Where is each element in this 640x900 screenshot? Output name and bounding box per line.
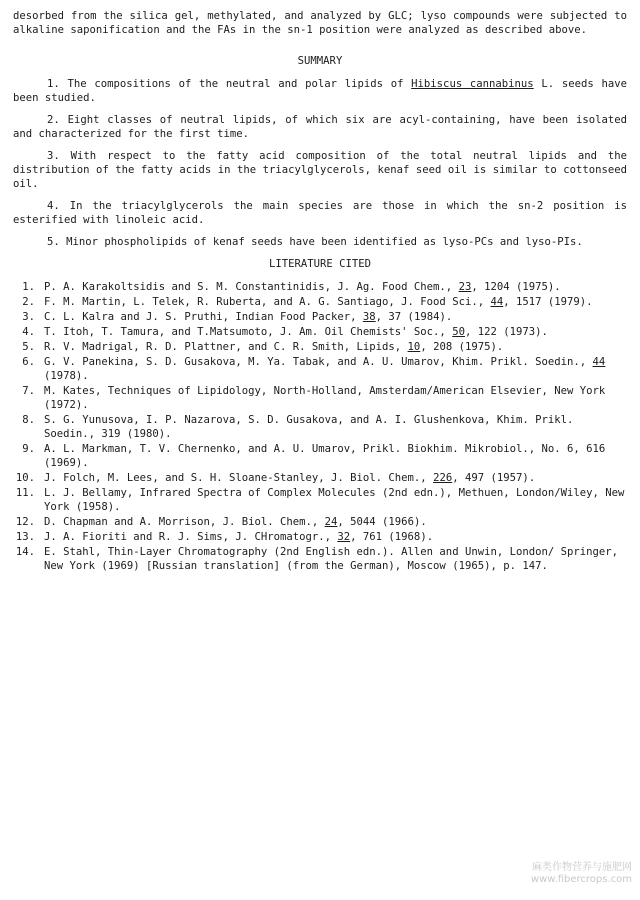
- summary-item-number: 2.: [47, 114, 60, 126]
- reference-text: L. J. Bellamy, Infrared Spectra of Complex Molecules (2nd edn.), Methuen, London/Wiley, New York (1958).: [44, 487, 625, 513]
- reference-list: [13, 280, 627, 573]
- reference-item: [13, 413, 627, 441]
- reference-item: [13, 340, 627, 354]
- reference-volume: 44: [490, 296, 504, 308]
- reference-text: P. A. Karakoltsidis and S. M. Constantinidis, J. Ag. Food Chem.,: [44, 281, 459, 293]
- summary-item: [13, 199, 627, 227]
- species-name: Hibiscus cannabinus: [411, 78, 534, 90]
- reference-number: 12.: [15, 516, 35, 528]
- reference-item: [13, 486, 627, 514]
- reference-number: 8.: [22, 414, 35, 426]
- reference-number: 2.: [22, 296, 35, 308]
- reference-text: S. G. Yunusova, I. P. Nazarova, S. D. Gusakova, and A. I. Glushenkova, Khim. Prikl. Soedin., 319 (1980).: [44, 414, 574, 440]
- reference-volume: 32: [337, 531, 351, 543]
- watermark-url: www.fibercrops.com: [530, 874, 632, 885]
- reference-text: J. A. Fioriti and R. J. Sims, J. CHromatogr.,: [44, 531, 338, 543]
- reference-number: 1.: [22, 281, 35, 293]
- reference-text: R. V. Madrigal, R. D. Plattner, and C. R. Smith, Lipids,: [44, 341, 408, 353]
- reference-pages: , 1517 (1979).: [503, 296, 593, 308]
- site-watermark: [531, 862, 632, 886]
- reference-volume: 38: [362, 311, 376, 323]
- reference-number: 9.: [22, 443, 35, 455]
- reference-text: E. Stahl, Thin-Layer Chromatography (2nd English edn.). Allen and Unwin, London/ Springer, New York (1969) [Russian translation] (from the German), Moscow (1965), p. 147.: [44, 546, 619, 572]
- reference-item: [13, 325, 627, 339]
- summary-item-number: 3.: [47, 150, 60, 162]
- summary-item-number: 5.: [47, 236, 60, 248]
- reference-item: [13, 355, 627, 383]
- summary-item-number: 1.: [47, 78, 60, 90]
- reference-number: 11.: [15, 487, 35, 499]
- reference-pages: , 5044 (1966).: [337, 516, 427, 528]
- reference-text: J. Folch, M. Lees, and S. H. Sloane-Stanley, J. Biol. Chem.,: [44, 472, 434, 484]
- reference-text: C. L. Kalra and J. S. Pruthi, Indian Food Packer,: [44, 311, 363, 323]
- summary-item-text: The compositions of the neutral and polar lipids of: [67, 78, 412, 90]
- reference-volume: 10: [407, 341, 421, 353]
- reference-item: [13, 545, 627, 573]
- document-page: [13, 9, 627, 574]
- summary-item-text-end: L. seeds have been studied.: [13, 78, 628, 104]
- reference-pages: (1978).: [44, 370, 89, 382]
- reference-text: D. Chapman and A. Morrison, J. Biol. Chem.,: [44, 516, 325, 528]
- summary-item: [13, 113, 627, 141]
- reference-number: 14.: [15, 546, 35, 558]
- reference-item: [13, 310, 627, 324]
- summary-item-text: In the triacylglycerols the main species are those in which the sn-2 position is esterified with linoleic acid.: [13, 200, 627, 226]
- reference-item: [13, 471, 627, 485]
- reference-text: A. L. Markman, T. V. Chernenko, and A. U. Umarov, Prikl. Biokhim. Mikrobiol., No. 6, 616 (1969).: [44, 443, 606, 469]
- reference-pages: , 122 (1973).: [464, 326, 548, 338]
- reference-item: [13, 515, 627, 529]
- reference-item: [13, 384, 627, 412]
- summary-item-number: 4.: [47, 200, 60, 212]
- summary-item: [13, 77, 627, 105]
- reference-pages: , 37 (1984).: [375, 311, 453, 323]
- reference-number: 13.: [15, 531, 35, 543]
- reference-text: T. Itoh, T. Tamura, and T.Matsumoto, J. Am. Oil Chemists' Soc.,: [44, 326, 453, 338]
- reference-number: 4.: [22, 326, 35, 338]
- reference-number: 5.: [22, 341, 35, 353]
- reference-item: [13, 530, 627, 544]
- reference-number: 10.: [15, 472, 35, 484]
- reference-text: F. M. Martin, L. Telek, R. Ruberta, and A. G. Santiago, J. Food Sci.,: [44, 296, 491, 308]
- reference-volume: 50: [452, 326, 465, 338]
- literature-heading: LITERATURE CITED: [268, 258, 372, 270]
- reference-item: [13, 295, 627, 309]
- reference-item: [13, 280, 627, 294]
- reference-pages: , 761 (1968).: [350, 531, 434, 543]
- reference-volume: 24: [324, 516, 338, 528]
- watermark-title: 麻类作物营养与施肥网: [532, 862, 632, 873]
- summary-item: [13, 149, 627, 191]
- reference-volume: 44: [592, 356, 606, 368]
- reference-text: M. Kates, Techniques of Lipidology, North-Holland, Amsterdam/American Elsevier, New York (1972).: [44, 385, 606, 411]
- reference-pages: , 497 (1957).: [452, 472, 536, 484]
- summary-item-text: Minor phospholipids of kenaf seeds have been identified as lyso-PCs and lyso-PIs.: [66, 236, 583, 248]
- summary-heading: SUMMARY: [297, 55, 343, 67]
- reference-item: [13, 442, 627, 470]
- summary-item-text: Eight classes of neutral lipids, of which six are acyl-containing, have been isolated and characterized for the first time.: [13, 114, 627, 140]
- reference-text: G. V. Panekina, S. D. Gusakova, M. Ya. Tabak, and A. U. Umarov, Khim. Prikl. Soedin.,: [44, 356, 593, 368]
- reference-volume: 226: [433, 472, 453, 484]
- reference-number: 3.: [22, 311, 35, 323]
- summary-item-text: With respect to the fatty acid composition of the total neutral lipids and the distribution of the fatty acids in the triacylglycerols, kenaf seed oil is similar to cottonseed oil.: [13, 150, 627, 190]
- intro-paragraph: desorbed from the silica gel, methylated, and analyzed by GLC; lyso compounds were subjected to alkaline saponification and the FAs in the sn-1 position were analyzed as described above.: [13, 10, 627, 36]
- reference-number: 7.: [22, 385, 35, 397]
- reference-pages: , 208 (1975).: [420, 341, 504, 353]
- reference-number: 6.: [22, 356, 35, 368]
- summary-item: [13, 235, 627, 249]
- reference-volume: 23: [458, 281, 472, 293]
- summary-list: [13, 77, 627, 249]
- reference-pages: , 1204 (1975).: [471, 281, 561, 293]
